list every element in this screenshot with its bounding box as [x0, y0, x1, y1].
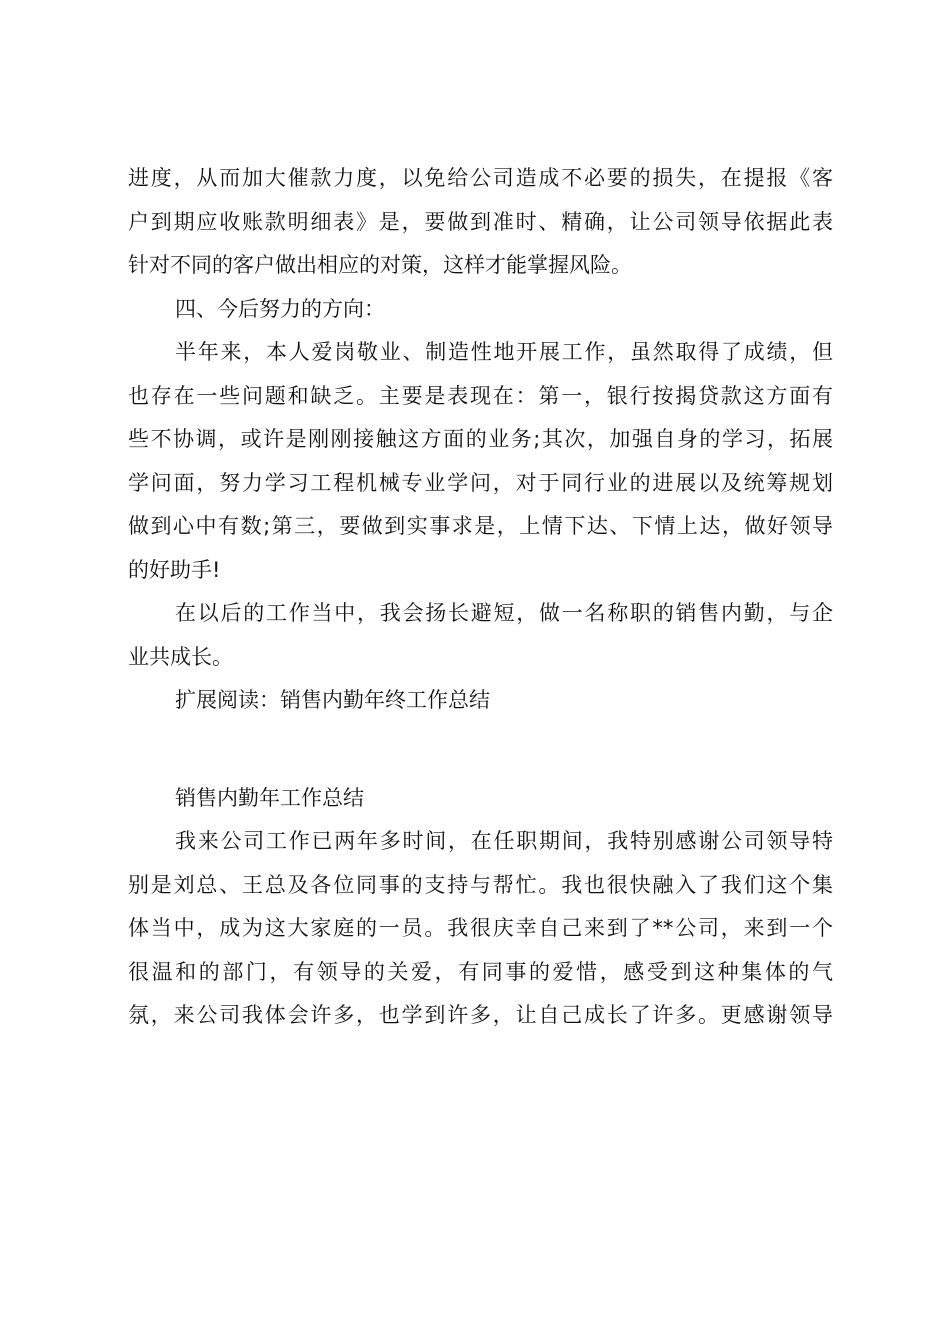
paragraph-half-year-review — [128, 331, 833, 592]
text-line: 户到期应收账款明细表》是，要做到准时、精确，让公司领导依据此表 — [128, 209, 833, 234]
extended-reading-heading — [128, 679, 833, 723]
text-line: 四、今后努力的方向： — [175, 296, 385, 321]
text-line: 体当中，成为这大家庭的一员。我很庆幸自己来到了**公司，来到一个 — [128, 916, 833, 940]
text-line: 半年来，本人爱岗敬业、制造性地开展工作，虽然取得了成绩，但 — [175, 340, 833, 364]
text-line: 扩展阅读：销售内勤年终工作总结 — [175, 688, 490, 712]
text-line: 在以后的工作当中，我会扬长避短，做一名称职的销售内勤，与企 — [175, 601, 833, 625]
subtitle-annual-summary — [128, 777, 833, 821]
paragraph-future-work — [128, 592, 833, 679]
document-body — [128, 157, 833, 1038]
text-line: 销售内勤年工作总结 — [175, 785, 364, 810]
text-line: 学问面，努力学习工程机械专业学问，对于同行业的进展以及统筹规划 — [128, 470, 833, 495]
text-line: 也存在一些问题和缺乏。主要是表现在：第一，银行按揭贷款这方面有 — [128, 383, 833, 408]
text-line: 业共成长。 — [128, 644, 233, 669]
paragraph-two-years — [128, 820, 833, 1038]
text-line: 别是刘总、王总及各位同事的支持与帮忙。我也很快融入了我们这个集 — [128, 872, 833, 897]
text-line: 很温和的部门，有领导的关爱，有同事的爱惜，感受到这种集体的气 — [128, 959, 833, 984]
paragraph-collection-progress — [128, 157, 833, 288]
text-line: 针对不同的客户做出相应的对策，这样才能掌握风险。 — [128, 253, 632, 277]
text-line: 我来公司工作已两年多时间，在任职期间，我特别感谢公司领导特 — [175, 829, 833, 853]
text-line: 氛，来公司我体会许多，也学到许多，让自己成长了许多。更感谢领导 — [128, 1003, 833, 1027]
spacer — [128, 723, 833, 777]
text-line: 的好助手! — [128, 557, 221, 582]
text-line: 做到心中有数;第三，要做到实事求是，上情下达、下情上达，做好领导 — [128, 514, 833, 538]
text-line: 进度，从而加大催款力度，以免给公司造成不必要的损失，在提报《客 — [128, 166, 833, 190]
section-heading-future-direction — [128, 288, 833, 332]
text-line: 些不协调，或许是刚刚接触这方面的业务;其次，加强自身的学习，拓展 — [128, 427, 833, 451]
